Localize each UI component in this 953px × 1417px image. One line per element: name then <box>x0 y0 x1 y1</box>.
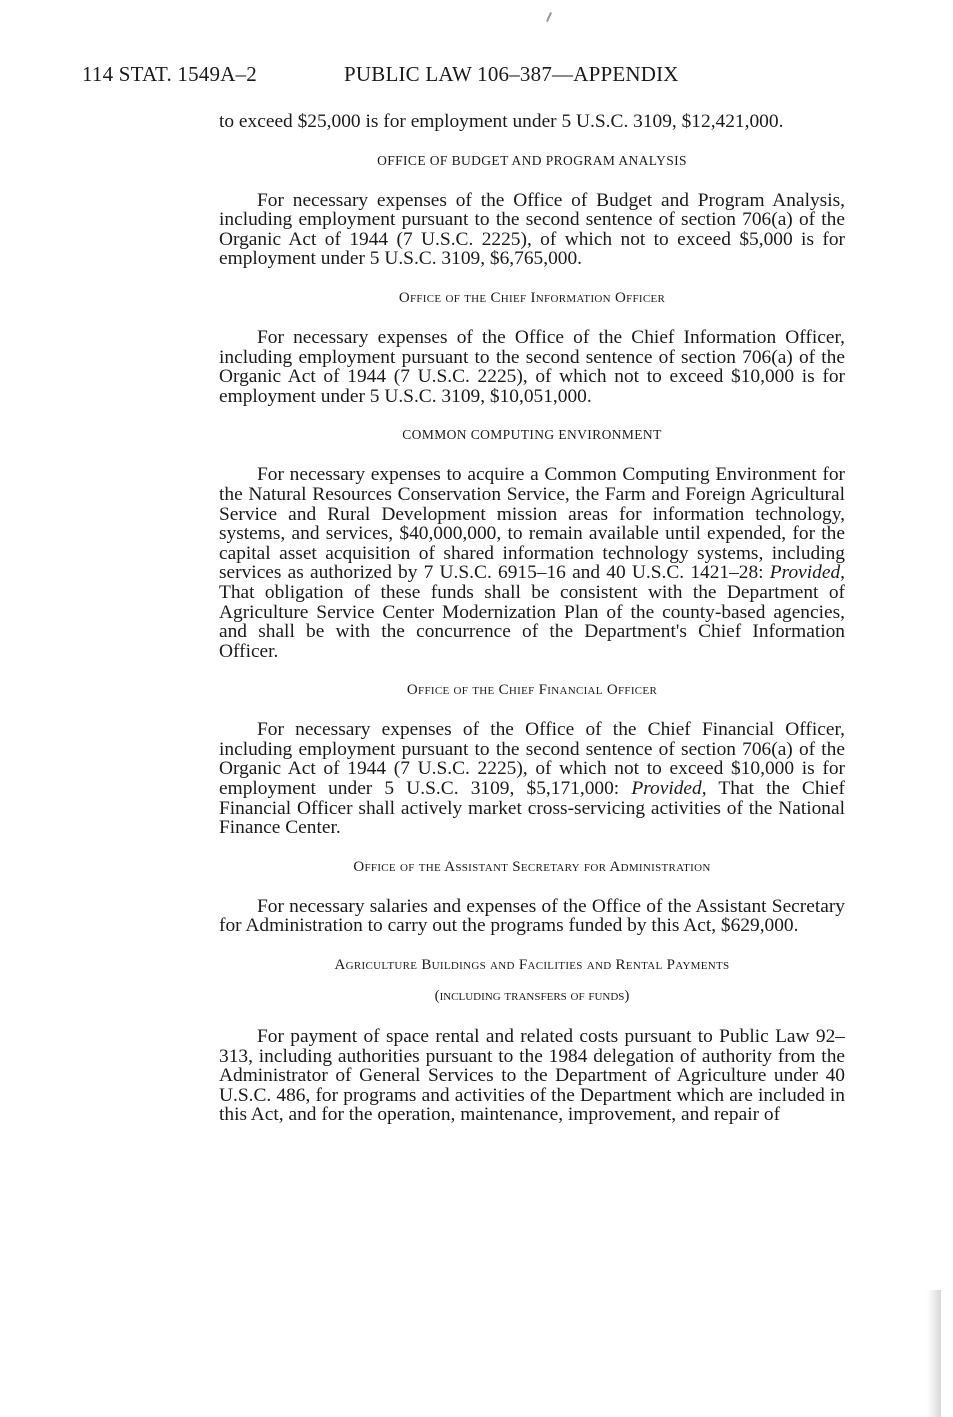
provided-term: Provided <box>631 778 702 800</box>
section-subheading-transfers-of-funds: (including transfers of funds) <box>434 988 630 1005</box>
page-edge-shadow <box>927 1290 941 1417</box>
section-heading-assistant-secretary-administration: Office of the Assistant Secretary for Administration <box>353 858 711 875</box>
section-heading-buildings-facilities-rental: Agriculture Buildings and Facilities and Rental Payments <box>334 957 730 974</box>
stray-pencil-mark <box>546 12 552 22</box>
statute-page-number: 114 STAT. 1549A–2 <box>82 62 257 86</box>
paragraph-common-computing-environment <box>219 465 845 661</box>
paragraph-chief-information-officer: For necessary expenses of the Office of the Chief Information Officer, including employment pursuant to the second sentence of section 706(a) of the Organic Act of 1944 (7 U.S.C. 2225), of which not to exceed $10,000 is for employment under 5 U.S.C. 3109, $10,051,000. <box>219 326 845 407</box>
section-heading-chief-financial-officer: Office of the Chief Financial Officer <box>406 682 658 699</box>
paragraph-text-part: , That the Chief Financial Officer shall actively market cross-servicing activities of the National Finance Center. <box>219 778 846 839</box>
paragraph-text-part: , That obligation of these funds shall be consistent with the Department of Agriculture Service Center Modernization Plan of the county-based agencies, and shall be with the concurrence of the Department's Chief Information Officer. <box>219 562 845 662</box>
paragraph-text-part: For necessary expenses to acquire a Common Computing Environment for the Natural Resources Conservation Service, the Farm and Foreign Agricultural Service and Rural Development mission areas for information technology, systems, and services, $40,000,000, to remain available until expended, for the capital asset acquisition of shared information technology systems, including services as authorized by 7 U.S.C. 6915–16 and 40 U.S.C. 1421–28: <box>219 464 845 584</box>
continuation-paragraph: to exceed $25,000 is for employment under 5 U.S.C. 3109, $12,421,000. <box>219 111 784 132</box>
paragraph-text-part: For necessary expenses of the Office of the Chief Financial Officer, including employment pursuant to the second sentence of section 706(a) of the Organic Act of 1944 (7 U.S.C. 2225), of which not to exceed $10,000 is for employment under 5 U.S.C. 3109, $5,171,000: <box>219 719 845 800</box>
section-heading-common-computing-environment: COMMON COMPUTING ENVIRONMENT <box>402 427 662 443</box>
provided-term: Provided <box>769 562 841 584</box>
section-heading-budget-program-analysis: OFFICE OF BUDGET AND PROGRAM ANALYSIS <box>377 152 687 168</box>
running-head <box>82 62 862 87</box>
section-heading-chief-information-officer: Office of the Chief Information Officer <box>398 289 666 306</box>
paragraph-assistant-secretary-administration: For necessary salaries and expenses of the Office of the Assistant Secretary for Administration to carry out the programs funded by this Act, $629,000. <box>219 895 845 937</box>
paragraph-budget-program-analysis: For necessary expenses of the Office of Budget and Program Analysis, including employment pursuant to the second sentence of section 706(a) of the Organic Act of 1944 (7 U.S.C. 2225), of which not to exceed $5,000 is for employment under 5 U.S.C. 3109, $6,765,000. <box>219 189 845 270</box>
text-column <box>219 112 845 1125</box>
paragraph-chief-financial-officer <box>219 720 845 838</box>
public-law-title: PUBLIC LAW 106–387—APPENDIX <box>344 62 679 86</box>
paragraph-buildings-facilities-rental: For payment of space rental and related costs pursuant to Public Law 92–313, including authorities pursuant to the 1984 delegation of authority from the Administrator of General Services to the Department of Agriculture under 40 U.S.C. 486, for programs and activities of the Department which are included in this Act, and for the operation, maintenance, improvement, and repair of <box>219 1026 845 1126</box>
